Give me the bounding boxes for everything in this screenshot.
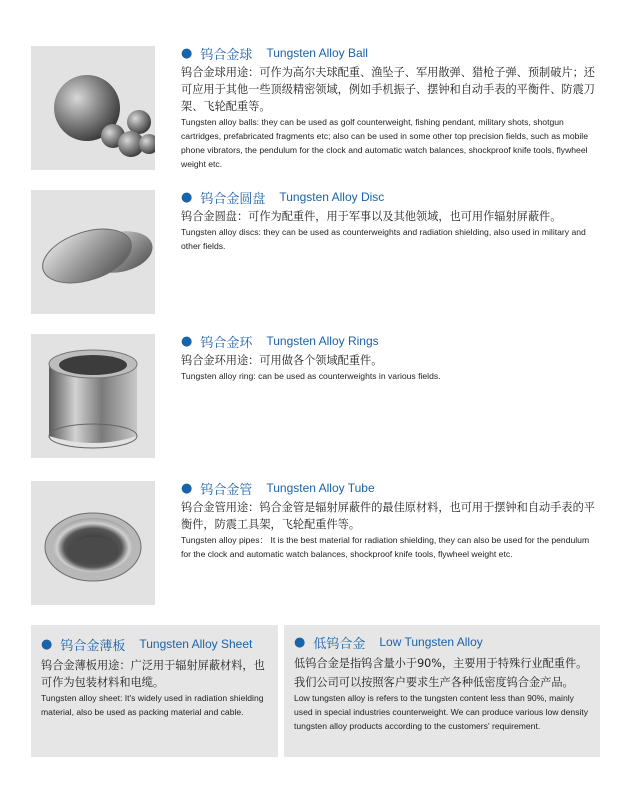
bullet-icon: ● — [181, 333, 193, 349]
section-en-title: Tungsten Alloy Ball — [266, 46, 368, 60]
tungsten-ball-photo — [31, 46, 155, 170]
low-tungsten-en-description: Low tungsten alloy is refers to the tungsten content less than 90%, mainly used in special industries counterweight. We can produce various low density tungsten alloy products according to the customers' requirement. — [294, 693, 589, 731]
sheet-box — [31, 625, 278, 757]
bullet-icon: ● — [294, 634, 306, 650]
low-tungsten-zh-description-1: 低钨合金是指钨含量小于90%，主要用于特殊行业配重件。 — [294, 657, 588, 670]
tungsten-disc-photo — [31, 190, 155, 314]
section-zh-description: 钨合金管用途：钨合金管是辐射屏蔽件的最佳原材料，也可用于摆钟和自动手表的平衡件，防震工具架，飞轮配重件等。 — [181, 501, 595, 531]
bullet-icon: ● — [41, 636, 53, 652]
section-ball — [181, 44, 601, 171]
section-en-title: Tungsten Alloy Rings — [266, 334, 379, 348]
section-en-title: Tungsten Alloy Disc — [279, 190, 385, 204]
bullet-icon: ● — [181, 189, 193, 205]
sheet-zh-description: 钨合金薄板用途：广泛用于辐射屏蔽材料，也可作为包装材料和电缆。 — [41, 659, 265, 689]
sheet-en-title: Tungsten Alloy Sheet — [139, 637, 253, 651]
section-zh-description: 钨合金球用途：可作为高尔夫球配重、渔坠子、军用散弹、猎枪子弹、预制破片；还可应用于其他一些顶级精密领域，例如手机振子、摆钟和自动手表的平衡件、防震刀架、飞轮配重等。 — [181, 66, 595, 113]
bullet-icon: ● — [181, 45, 193, 61]
section-tube — [181, 479, 601, 561]
section-zh-title: 钨合金管 — [200, 482, 253, 498]
low-tungsten-zh-title: 低钨合金 — [313, 636, 366, 652]
section-en-description: Tungsten alloy discs: they can be used as counterweights and radiation shielding, also used in military and other fields. — [181, 227, 586, 251]
section-en-title: Tungsten Alloy Tube — [266, 481, 375, 495]
section-ring — [181, 332, 601, 383]
sheet-zh-title: 钨合金薄板 — [60, 638, 126, 654]
section-zh-title: 钨合金球 — [200, 47, 253, 63]
section-en-description: Tungsten alloy balls: they can be used as golf counterweight, fishing pendant, military shots, shotgun cartridges, prefabricated fragments etc; also can be used in some other top precision fields, such as mobile phone vibrators, the pendulum for the clock and automatic watch balances, shockproof knife tools, flywheel weight etc. — [181, 117, 588, 169]
section-zh-title: 钨合金圆盘 — [200, 191, 266, 207]
section-zh-title: 钨合金环 — [200, 335, 253, 351]
tungsten-ring-photo — [31, 334, 155, 458]
bullet-icon: ● — [181, 480, 193, 496]
section-en-description: Tungsten alloy ring: can be used as counterweights in various fields. — [181, 371, 441, 381]
section-zh-description: 钨合金环用途：可用做各个领域配重件。 — [181, 354, 383, 367]
section-disc — [181, 188, 601, 253]
sheet-en-description: Tungsten alloy sheet: It's widely used in radiation shielding material, also be used as packing material and cable. — [41, 693, 264, 717]
section-en-description: Tungsten alloy pipes： It is the best material for radiation shielding, they can also be used for the pendulum for the clock and automatic watch balances, shockproof knife tools, flywheel weight etc. — [181, 535, 590, 559]
tungsten-tube-photo — [31, 481, 155, 605]
low-tungsten-en-title: Low Tungsten Alloy — [379, 635, 483, 649]
low-tungsten-box — [284, 625, 600, 757]
low-tungsten-zh-description-2: 我们公司可以按照客户要求生产各种低密度钨合金产品。 — [294, 676, 574, 689]
section-zh-description: 钨合金圆盘：可作为配重件，用于军事以及其他领域，也可用作辐射屏蔽件。 — [181, 210, 562, 223]
